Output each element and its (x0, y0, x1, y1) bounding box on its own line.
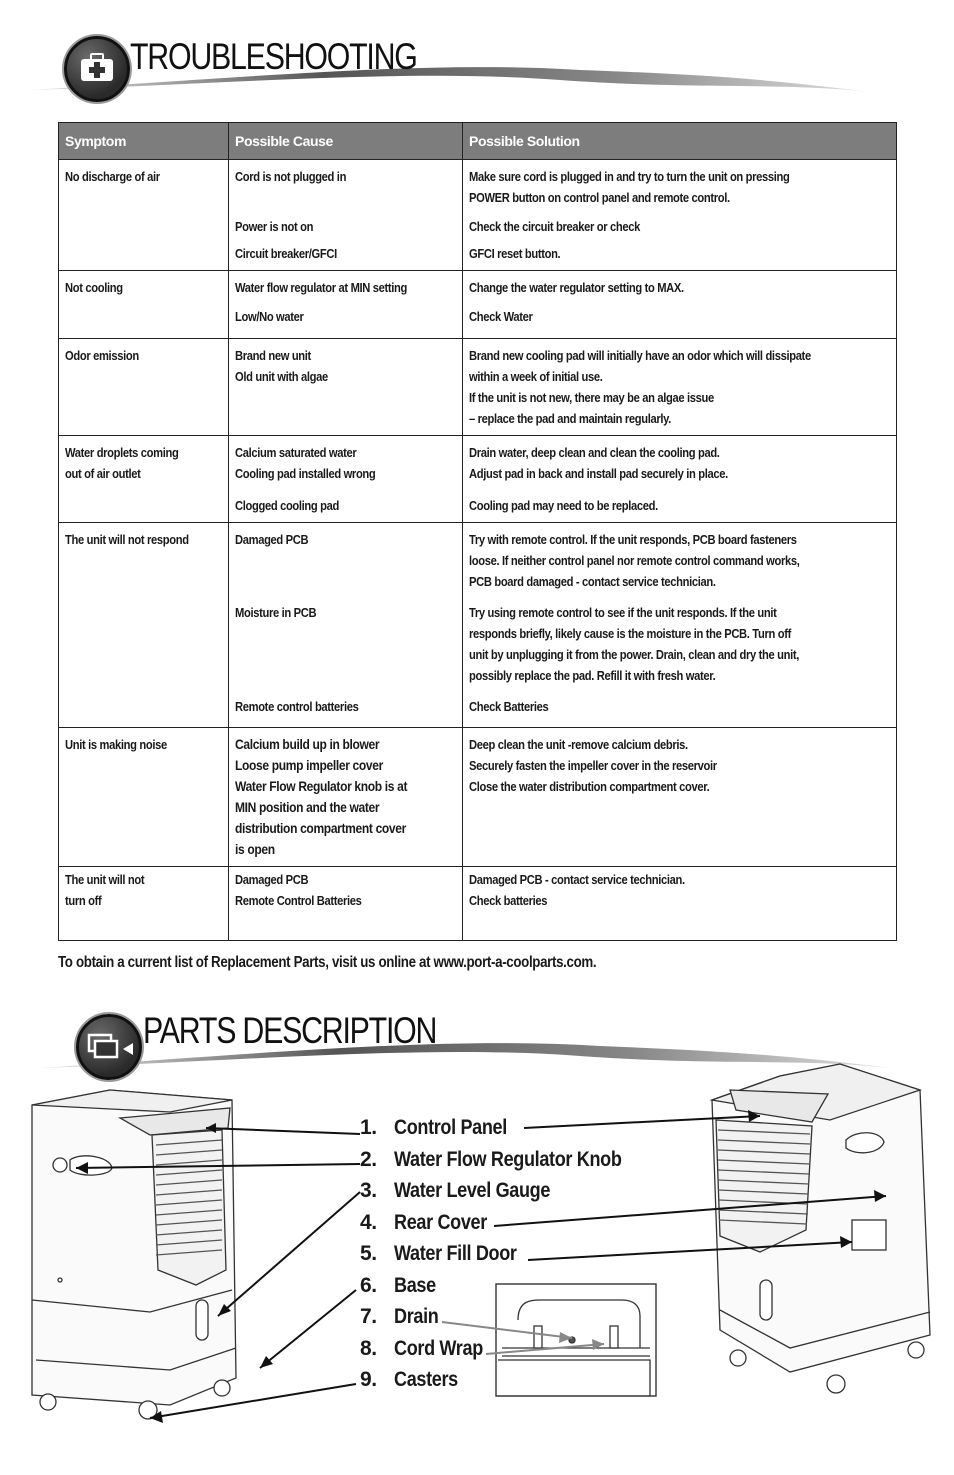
part-number: 2. (360, 1147, 377, 1171)
part-label: Water Flow Regulator Knob (394, 1147, 622, 1171)
part-number: 4. (360, 1210, 377, 1234)
part-label: Water Level Gauge (394, 1179, 551, 1202)
cause-text: Power is not on (235, 219, 314, 234)
cause-text: Circuit breaker/GFCI (235, 246, 337, 261)
solution-text: Brand new cooling pad will initially have an odor which will dissipate (469, 348, 811, 363)
solution-text: loose. If neither control panel nor remote control command works, (469, 553, 800, 568)
part-number: 1. (360, 1116, 377, 1139)
solution-text: Try with remote control. If the unit responds, PCB board fasteners (469, 532, 797, 547)
right-unit-illustration (712, 1064, 930, 1393)
list-item (360, 1116, 659, 1148)
cause-text: Cord is not plugged in (235, 169, 347, 184)
part-number: 7. (360, 1305, 377, 1328)
cause-text: Brand new unit (235, 348, 311, 363)
cause-text: Calcium build up in blower (235, 736, 380, 752)
cause-text: MIN position and the water (235, 799, 380, 815)
parts-title: PARTS DESCRIPTION (143, 1010, 437, 1051)
cause-text: Water flow regulator at MIN setting (235, 280, 408, 295)
cause-text: Remote control batteries (235, 699, 359, 714)
solution-text: possibly replace the pad. Refill it with fresh water. (469, 668, 716, 683)
part-label: Control Panel (394, 1116, 507, 1139)
part-number: 6. (360, 1273, 377, 1297)
solution-text: Check batteries (469, 893, 548, 908)
cause-text: Cooling pad installed wrong (235, 466, 376, 481)
solution-text: responds briefly, likely cause is the moisture in the PCB. Turn off (469, 626, 791, 641)
symptom-text: Unit is making noise (65, 737, 167, 752)
solution-text: POWER button on control panel and remote control. (469, 190, 730, 205)
symptom-text: out of air outlet (65, 466, 141, 481)
symptom-text: The unit will not respond (65, 532, 189, 547)
solution-text: Adjust pad in back and install pad securely in place. (469, 466, 728, 481)
troubleshooting-title: TROUBLESHOOTING (130, 36, 417, 77)
part-number: 3. (360, 1179, 377, 1202)
solution-text: Drain water, deep clean and clean the cooling pad. (469, 445, 720, 460)
symptom-text: Water droplets coming (65, 445, 179, 460)
cause-text: Damaged PCB (235, 872, 309, 887)
solution-text: within a week of initial use. (469, 369, 603, 384)
parts-list (360, 1116, 659, 1400)
part-number: 9. (360, 1368, 377, 1391)
part-label: Base (394, 1273, 436, 1297)
solution-text: – replace the pad and maintain regularly. (469, 411, 671, 426)
symptom-text: Odor emission (65, 348, 139, 363)
solution-text: Check Water (469, 309, 533, 324)
part-number: 5. (360, 1242, 377, 1265)
column-header-symptom: Symptom (59, 123, 229, 160)
solution-text: Securely fasten the impeller cover in the reservoir (469, 758, 717, 773)
replacement-parts-note: To obtain a current list of Replacement Parts, visit us online at www.port-a-coolparts.com. (58, 954, 597, 971)
cause-text: Damaged PCB (235, 532, 309, 547)
cause-text: Moisture in PCB (235, 605, 317, 620)
left-unit-illustration (32, 1090, 236, 1419)
solution-text: Close the water distribution compartment cover. (469, 779, 710, 794)
column-header-cause: Possible Cause (229, 123, 463, 160)
solution-text: Make sure cord is plugged in and try to turn the unit on pressing (469, 169, 790, 184)
solution-text: Check Batteries (469, 699, 549, 714)
list-item (360, 1337, 659, 1369)
part-label: Rear Cover (394, 1210, 487, 1234)
cause-text: Clogged cooling pad (235, 498, 340, 513)
cause-text: Low/No water (235, 309, 304, 324)
solution-text: Check the circuit breaker or check (469, 219, 641, 234)
part-label: Drain (394, 1305, 439, 1328)
list-item (360, 1368, 659, 1400)
part-label: Casters (394, 1368, 458, 1391)
solution-text: If the unit is not new, there may be an algae issue (469, 390, 714, 405)
cause-text: Remote Control Batteries (235, 893, 362, 908)
list-item (360, 1211, 659, 1243)
solution-text: Cooling pad may need to be replaced. (469, 498, 658, 513)
cause-text: distribution compartment cover (235, 820, 406, 836)
column-header-solution: Possible Solution (463, 123, 897, 160)
list-item (360, 1305, 659, 1337)
symptom-text: turn off (65, 893, 102, 908)
solution-text: GFCI reset button. (469, 246, 561, 261)
solution-text: PCB board damaged - contact service technician. (469, 574, 716, 589)
solution-text: Damaged PCB - contact service technician. (469, 872, 685, 887)
symptom-text: No discharge of air (65, 169, 160, 184)
symptom-text: The unit will not (65, 872, 145, 887)
symptom-text: Not cooling (65, 280, 123, 295)
cause-text: is open (235, 841, 275, 857)
cause-text: Old unit with algae (235, 369, 328, 384)
solution-text: Try using remote control to see if the unit responds. If the unit (469, 605, 777, 620)
part-label: Cord Wrap (394, 1336, 483, 1360)
solution-text: Change the water regulator setting to MAX. (469, 280, 684, 295)
list-item (360, 1148, 659, 1180)
list-item (360, 1179, 659, 1211)
solution-text: unit by unplugging it from the power. Drain, clean and dry the unit, (469, 647, 800, 662)
part-label: Water Fill Door (394, 1242, 517, 1265)
solution-text: Deep clean the unit -remove calcium debris. (469, 737, 688, 752)
list-item (360, 1242, 659, 1274)
cause-text: Calcium saturated water (235, 445, 357, 460)
part-number: 8. (360, 1336, 377, 1360)
cause-text: Loose pump impeller cover (235, 757, 383, 773)
list-item (360, 1274, 659, 1306)
cause-text: Water Flow Regulator knob is at (235, 778, 408, 794)
